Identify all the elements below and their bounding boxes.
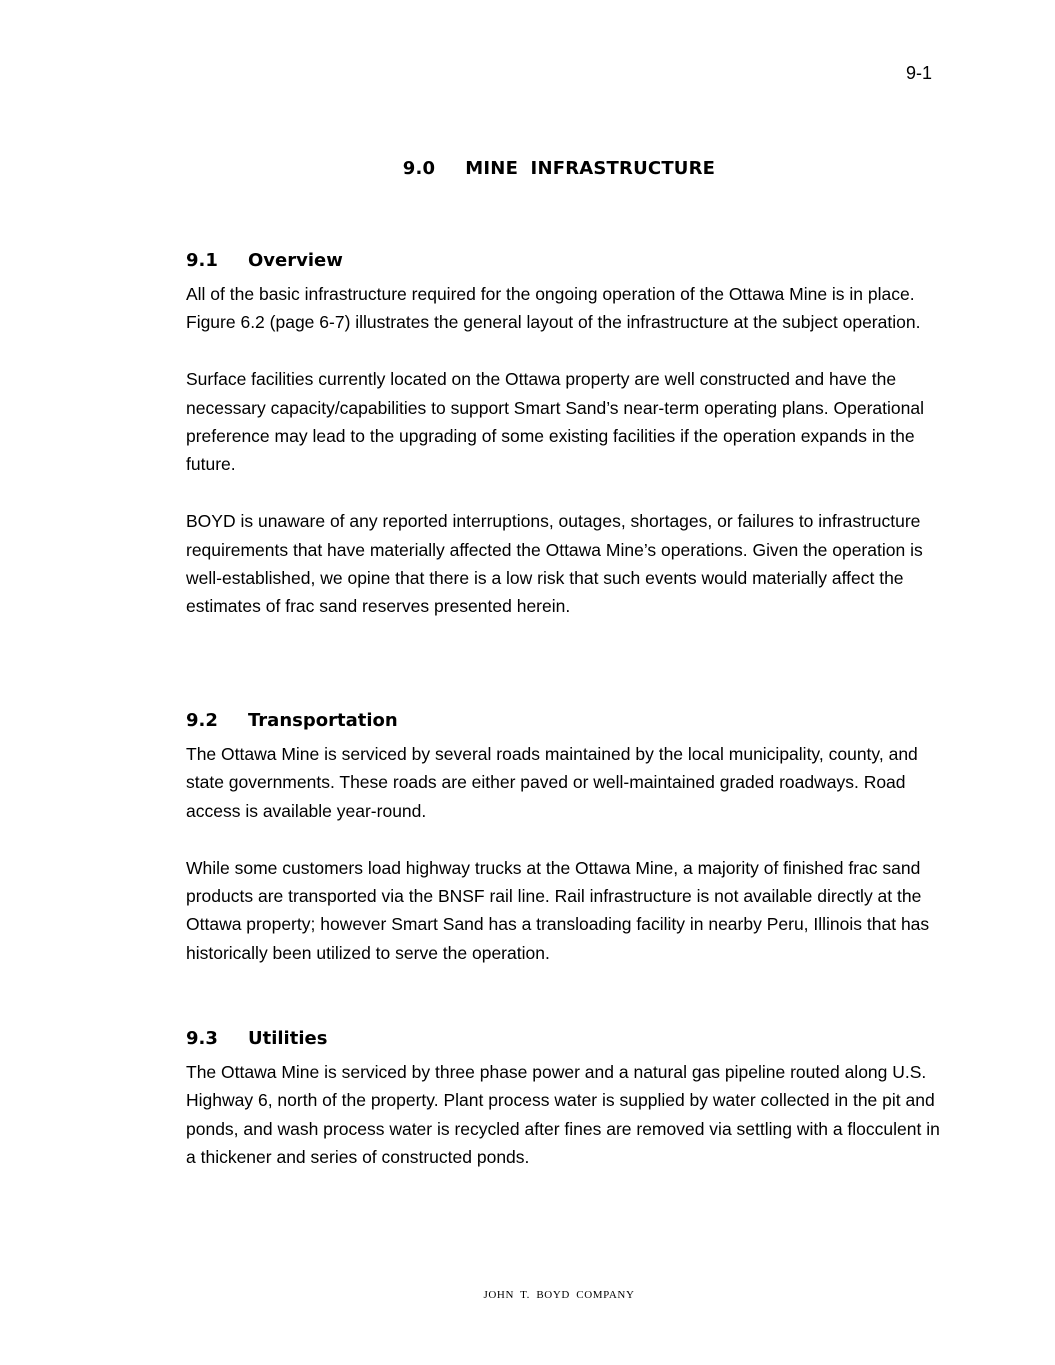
- section-heading: [186, 250, 946, 272]
- section-utilities: [186, 1028, 946, 1172]
- paragraph: BOYD is unaware of any reported interruptions, outages, shortages, or failures to infrastructure requirements that have materially affected the Ottawa Mine’s operations. Given the operation is well-established, we opine that there is a low risk that such events would materially affect the estimates of frac sand reserves presented herein.: [186, 511, 923, 617]
- page-number: 9-1: [905, 63, 932, 83]
- chapter-title: [0, 158, 1055, 180]
- section-title: Transportation: [248, 710, 398, 731]
- paragraph: While some customers load highway trucks at the Ottawa Mine, a majority of finished frac sand products are transported via the BNSF rail line. Rail infrastructure is not available directly at the Ottawa property; however Smart Sand has a transloading facility in nearby Peru, Illinois that has historically been utilized to serve the operation.: [186, 857, 930, 963]
- section-number: 9.3: [186, 1028, 218, 1049]
- paragraph: The Ottawa Mine is serviced by three phase power and a natural gas pipeline routed along U.S. Highway 6, north of the property. Plant process water is supplied by water collected in the pit and ponds, and wash process water is recycled after fines are removed via settling with a flocculent in a thickener and series of constructed ponds.: [186, 1062, 940, 1168]
- section-heading: [186, 710, 946, 732]
- section-heading: [186, 1028, 946, 1050]
- section-number: 9.2: [186, 710, 218, 731]
- paragraph: All of the basic infrastructure required for the ongoing operation of the Ottawa Mine is in place. Figure 6.2 (page 6-7) illustrates the general layout of the infrastructure at the subject operation.: [186, 284, 921, 333]
- chapter-title-word-2: INFRASTRUCTURE: [530, 158, 716, 179]
- section-title: Utilities: [248, 1028, 328, 1049]
- section-overview: [186, 250, 946, 621]
- section-number: 9.1: [186, 250, 218, 271]
- chapter-title-word-1: MINE: [465, 158, 519, 179]
- paragraph: The Ottawa Mine is serviced by several roads maintained by the local municipality, county, and state governments. These roads are either paved or well-maintained graded roadways. Road access is available year-round.: [186, 744, 918, 821]
- paragraph: Surface facilities currently located on the Ottawa property are well constructed and have the necessary capacity/capabilities to support Smart Sand’s near-term operating plans. Operational preference may lead to the upgrading of some existing facilities if the operation expands in the future.: [186, 369, 924, 475]
- section-title: Overview: [248, 250, 343, 271]
- section-transportation: [186, 710, 946, 967]
- footer-company-name: JOHN T. BOYD COMPANY: [483, 1289, 635, 1301]
- chapter-number: 9.0: [402, 158, 436, 179]
